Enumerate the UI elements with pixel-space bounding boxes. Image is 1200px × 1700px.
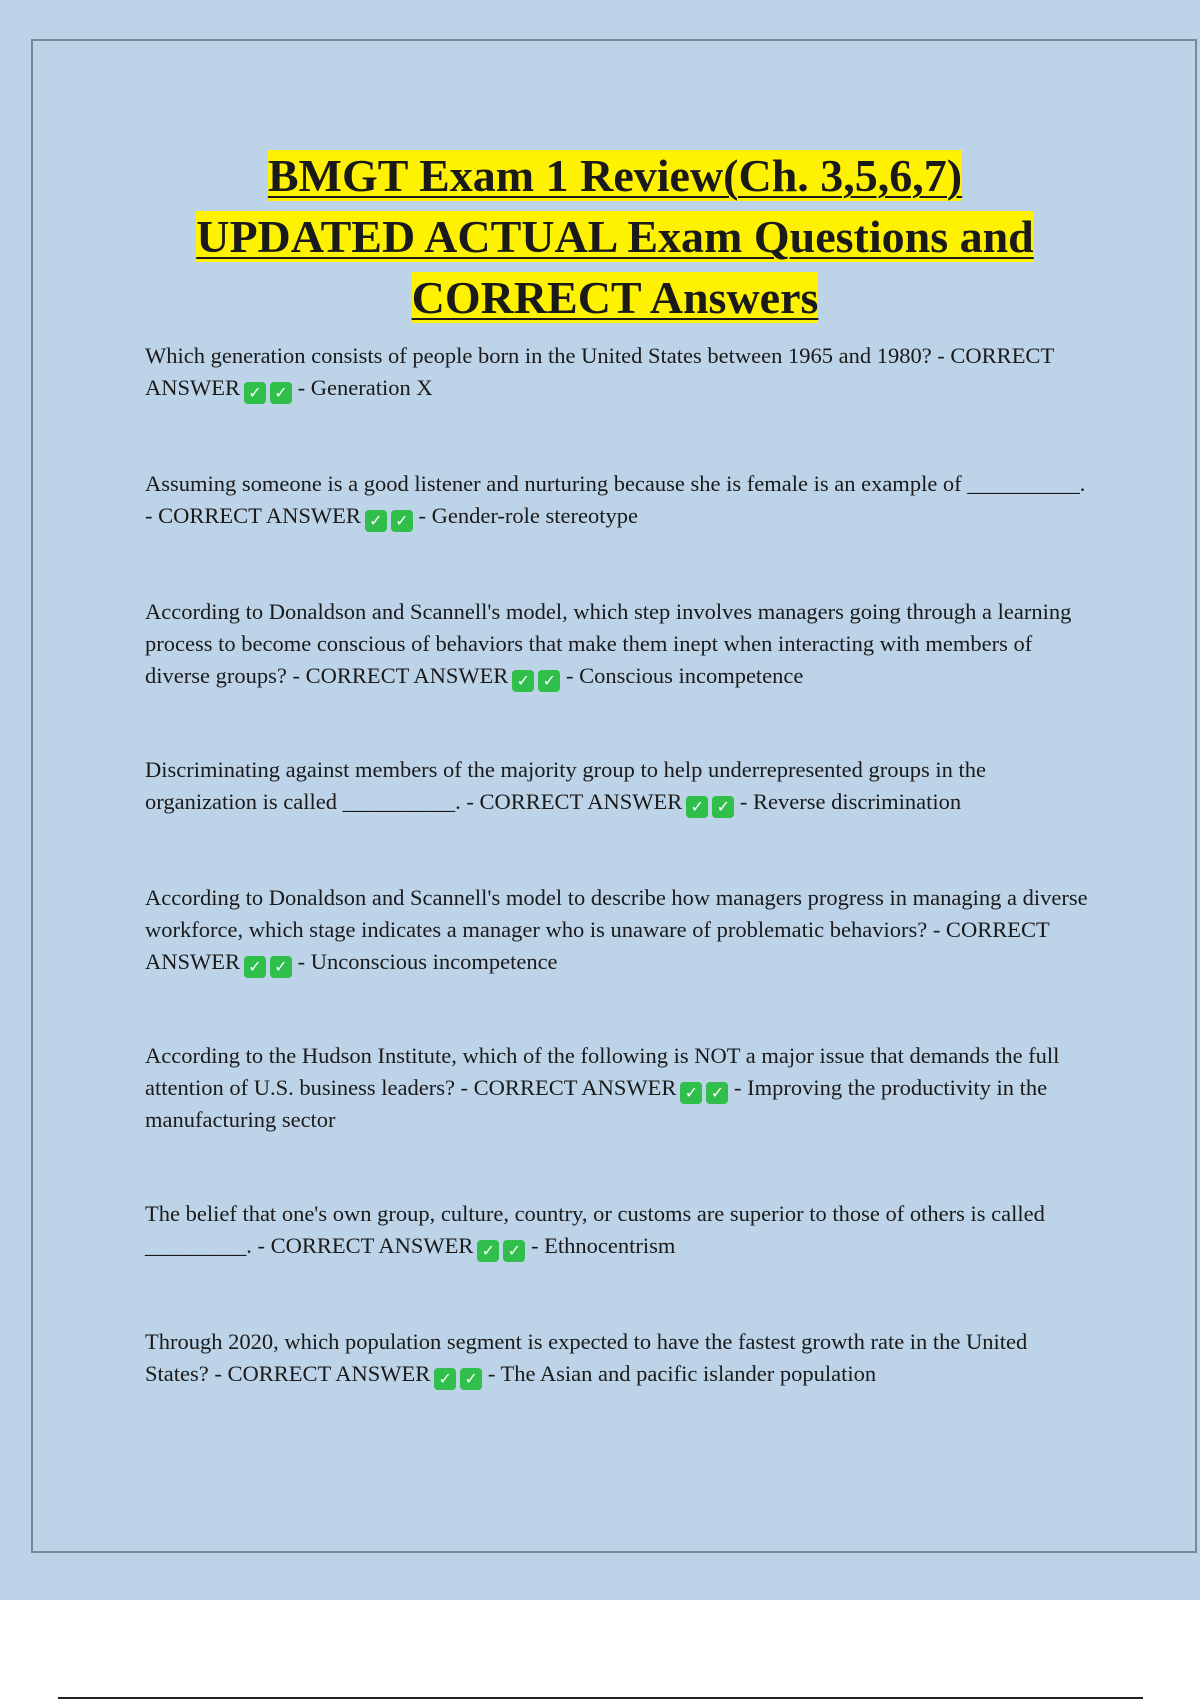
qa-item-6 [145,1040,1090,1136]
check-box-icon: ✓ [270,956,292,978]
check-box-icon: ✓ [712,796,734,818]
check-box-icon: ✓ [477,1240,499,1262]
check-box-icon: ✓ [680,1082,702,1104]
title-line-3-text: CORRECT Answers [411,272,819,323]
check-box-icon: ✓ [244,382,266,404]
question-text: Through 2020, which population segment is expected to have the fastest growth rate in the United States? - CORRECT ANSWER [145,1329,1028,1386]
check-box-icon: ✓ [434,1368,456,1390]
qa-item-8 [145,1326,1090,1390]
check-box-icon: ✓ [503,1240,525,1262]
qa-item-3 [145,596,1090,692]
document-title [60,145,1170,328]
question-text: Assuming someone is a good listener and nurturing because she is female is an example of __________. - CORRECT ANSWER [145,471,1086,528]
answer-text: - The Asian and pacific islander population [487,1361,877,1386]
question-text: The belief that one's own group, culture, country, or customs are superior to those of others is called _________. - CORRECT ANSWER [145,1201,1045,1258]
check-box-icon: ✓ [512,670,534,692]
question-text: According to Donaldson and Scannell's model, which step involves managers going through a learning process to become conscious of behaviors that make them inept when interacting with members of diverse groups? - CORRECT ANSWER [145,599,1072,688]
qa-item-4 [145,754,1090,818]
qa-item-7 [145,1198,1090,1262]
answer-text: - Reverse discrimination [739,789,962,814]
answer-text: - Gender-role stereotype [418,503,638,528]
check-box-icon: ✓ [706,1082,728,1104]
title-line-2 [60,206,1170,267]
check-box-icon: ✓ [391,510,413,532]
qa-item-2 [145,468,1090,532]
title-line-3 [60,267,1170,328]
check-box-icon: ✓ [244,956,266,978]
answer-text: - Conscious incompetence [565,663,804,688]
qa-item-5 [145,882,1090,978]
answer-text: - Improving the productivity in the manufacturing sector [145,1075,1048,1132]
title-line-1 [60,145,1170,206]
title-line-2-text: UPDATED ACTUAL Exam Questions and [196,211,1034,262]
question-text: Which generation consists of people born in the United States between 1965 and 1980? - CORRECT ANSWER [145,343,1054,400]
check-box-icon: ✓ [686,796,708,818]
answer-text: - Ethnocentrism [530,1233,676,1258]
check-box-icon: ✓ [460,1368,482,1390]
answer-text: - Generation X [297,375,433,400]
title-line-1-text: BMGT Exam 1 Review(Ch. 3,5,6,7) [267,150,963,201]
question-text: Discriminating against members of the majority group to help underrepresented groups in the organization is called __________. - CORRECT ANSWER [145,757,987,814]
question-text: According to the Hudson Institute, which of the following is NOT a major issue that demands the full attention of U.S. business leaders? - CORRECT ANSWER [145,1043,1060,1100]
bottom-divider [58,1697,1143,1699]
qa-item-1 [145,340,1090,404]
answer-text: - Unconscious incompetence [297,949,558,974]
check-box-icon: ✓ [538,670,560,692]
question-text: According to Donaldson and Scannell's model to describe how managers progress in managing a diverse workforce, which stage indicates a manager who is unaware of problematic behaviors? - CORRECT ANSWER [145,885,1088,974]
check-box-icon: ✓ [270,382,292,404]
check-box-icon: ✓ [365,510,387,532]
